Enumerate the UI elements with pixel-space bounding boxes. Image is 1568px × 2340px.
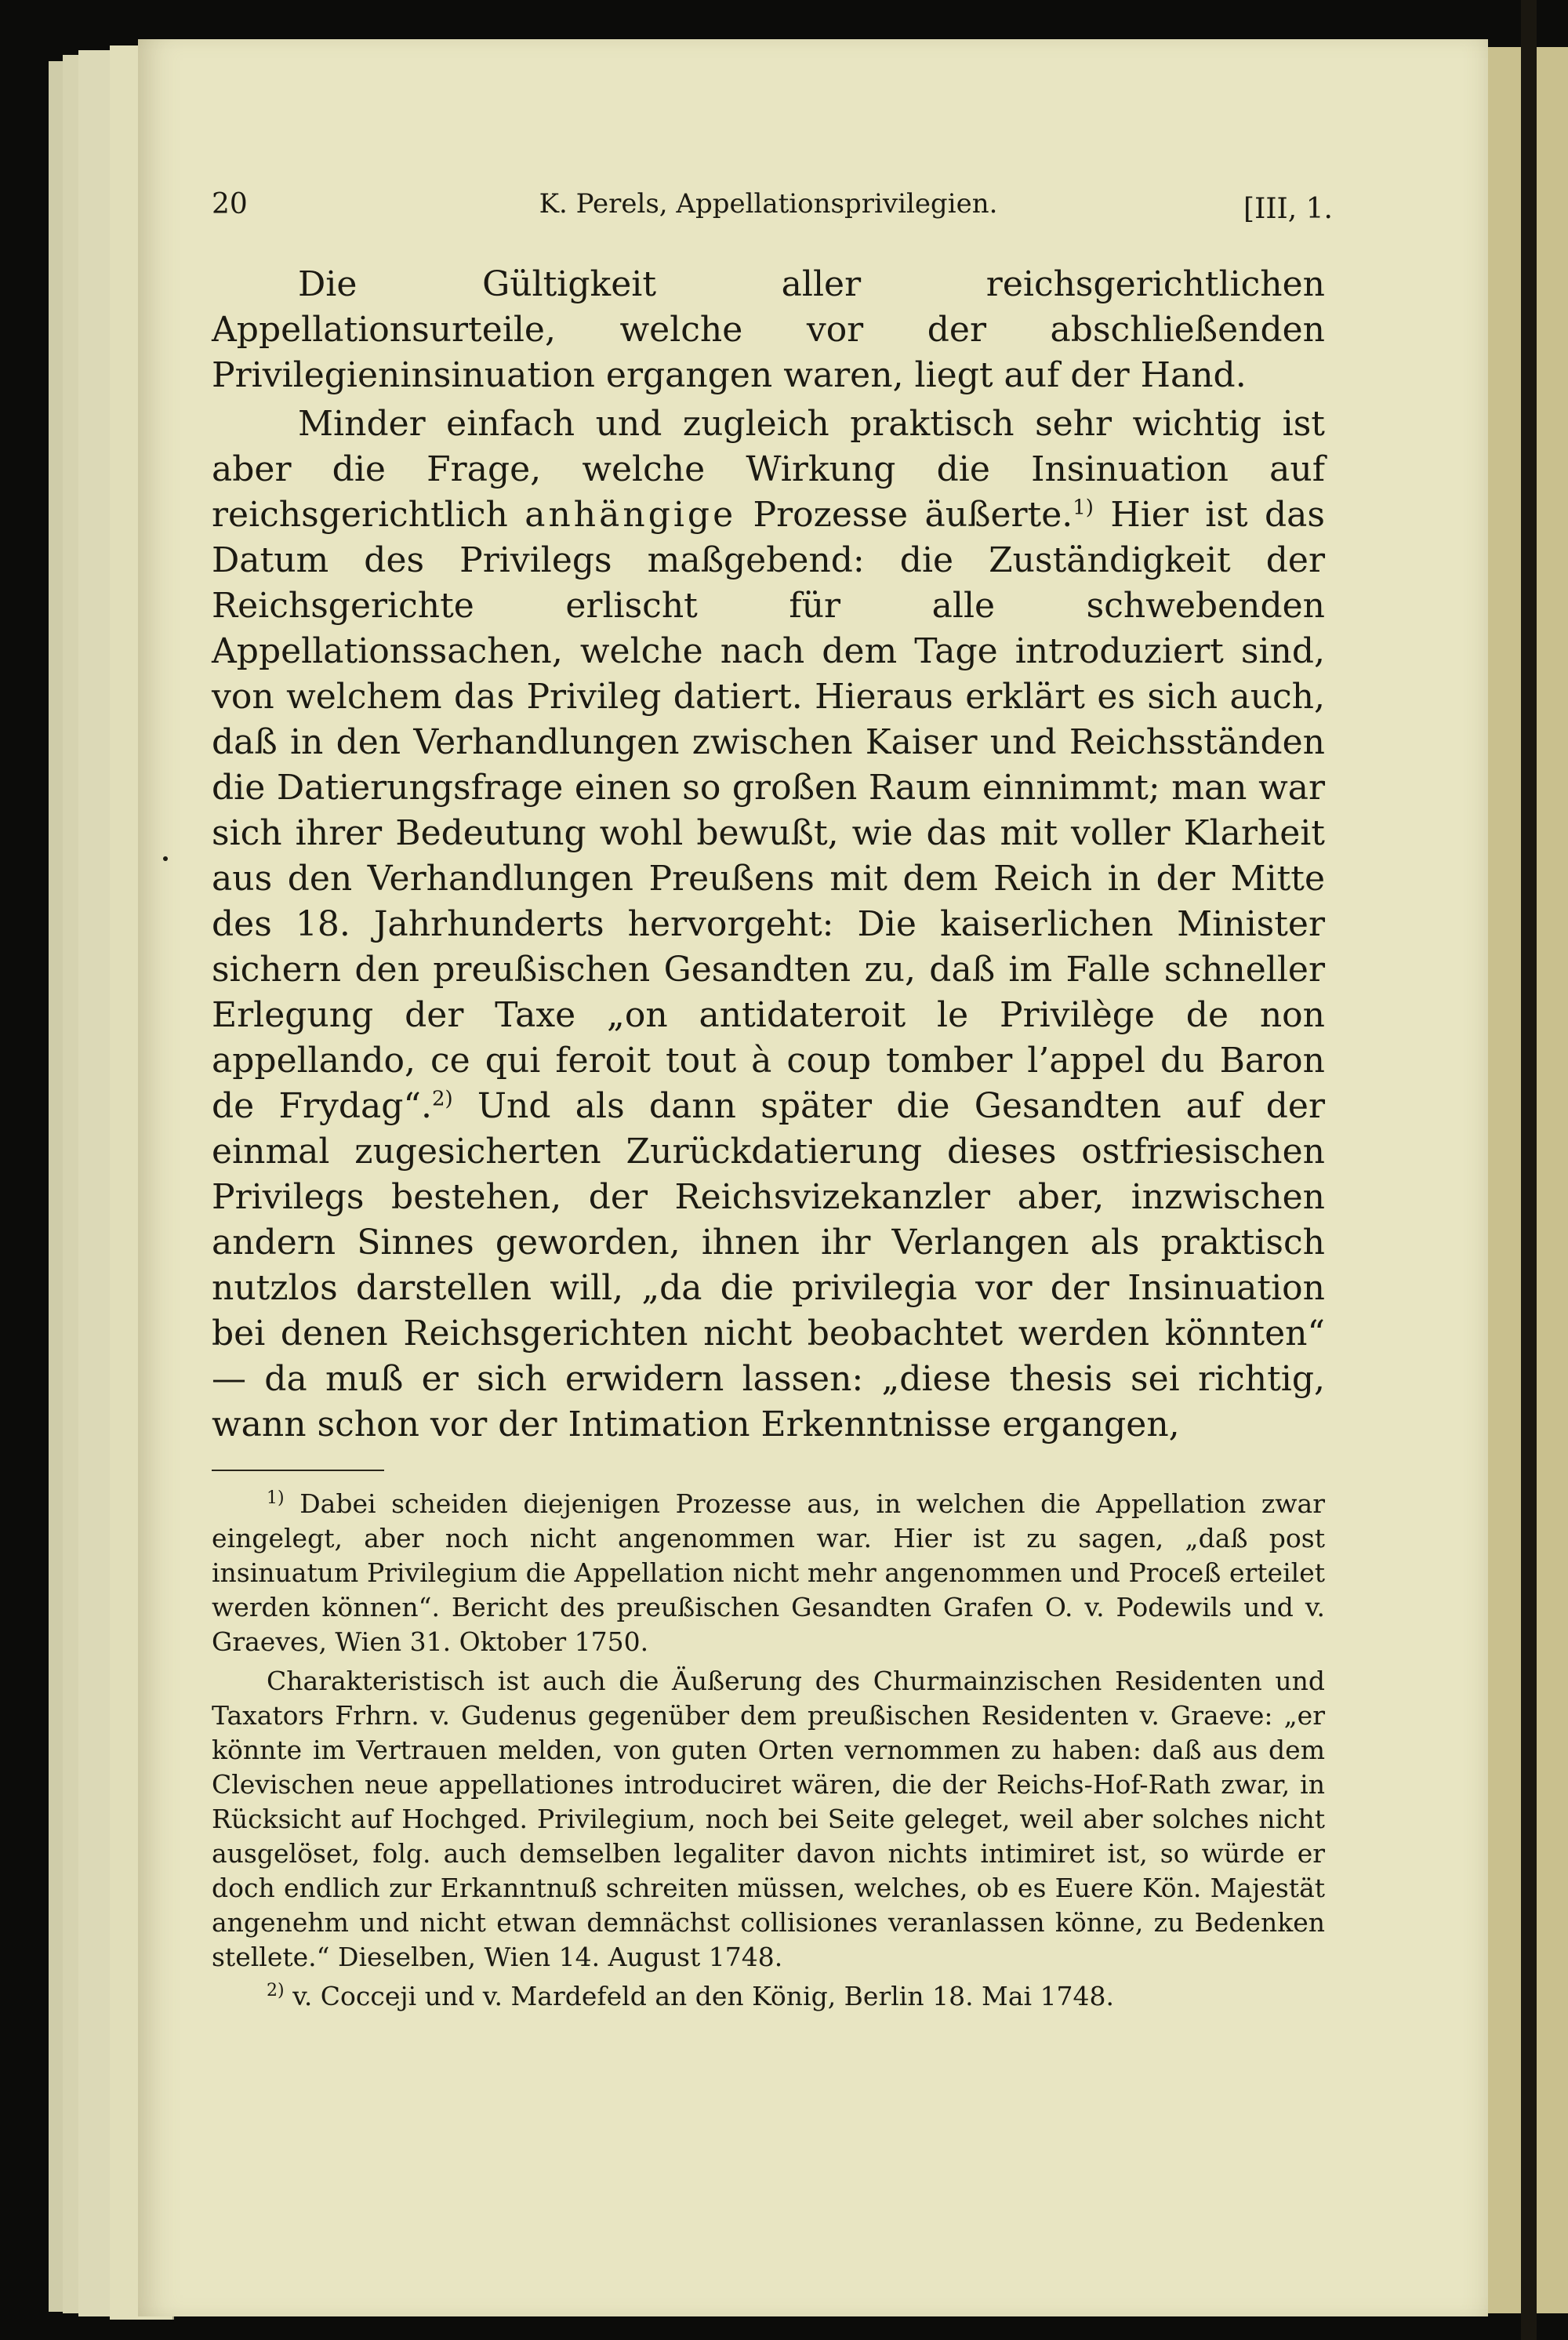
footnote-ref-1[interactable]: 1) xyxy=(1073,496,1094,520)
footnote-ref-2[interactable]: 2) xyxy=(431,1087,453,1111)
paragraph-1: Die Gültigkeit aller reichsgerichtlichen Appellationsurteile, welche vor der abschließenden Privilegieninsinuation ergangen waren, liegt auf der Hand. xyxy=(212,264,1325,395)
running-title: K. Perels, Appellationsprivilegien. xyxy=(539,188,998,220)
running-head xyxy=(212,188,1333,235)
section-marker: [III, 1. xyxy=(1243,193,1333,225)
page-content xyxy=(212,188,1333,2014)
footnote-1-text: Dabei scheiden diejenigen Prozesse aus, in welchen die Appellation zwar eingelegt, aber noch nicht angenommen war. Hier ist zu sagen, „daß post insinuatum Privilegium die Appellation nicht mehr angenommen und Proceß erteilet werden können“. Bericht des preußischen Gesandten Grafen O. v. Podewils und v. Graeves, Wien 31. Oktober 1750. xyxy=(212,1488,1325,1657)
footnote-divider xyxy=(212,1470,384,1471)
paragraph-2 xyxy=(212,402,1325,1448)
footnotes xyxy=(212,1487,1325,2014)
footnote-2-text: v. Cocceji und v. Mardefeld an den König, Berlin 18. Mai 1748. xyxy=(292,1981,1115,2011)
body-text xyxy=(212,262,1325,1448)
emphasized-word: anhängige xyxy=(524,495,737,535)
page-number: 20 xyxy=(212,188,248,220)
paragraph-2-text-c: Hier ist das Datum des Privilegs maßgebend: die Zuständigkeit der Reichsgerichte erlischt für alle schwebenden Appellationssachen, welche nach dem Tage introduziert sind, von welchem das Privileg datiert. Hieraus erklärt es sich auch, daß in den Verhandlungen zwischen Kaiser und Reichsständen die Datierungsfrage einen so großen Raum einnimmt; man war sich ihrer Bedeutung wohl bewußt, wie das mit voller Klarheit aus den Verhandlungen Preußens mit dem Reich in der Mitte des 18. Jahrhunderts hervorgeht: Die kaiserlichen Minister sichern den preußischen Gesandten zu, daß im Falle schneller Erlegung der Taxe „on antidateroit le Privilège de non appellando, ce qui feroit tout à coup tomber l’appel du Baron de Frydag“. xyxy=(212,495,1325,1126)
footnote-2 xyxy=(212,1979,1325,2014)
footnote-1-marker: 1) xyxy=(267,1488,285,1508)
paragraph-2-text-d: Und als dann später die Gesandten auf der einmal zugesicherten Zurückdatierung dieses ostfriesischen Privilegs bestehen, der Reichsvizekanzler aber, inzwischen andern Sinnes geworden, ihnen ihr Verlangen als praktisch nutzlos darstellen will, „da die privilegia vor der Insinuation bei denen Reichsgerichten nicht beobachtet werden könnten“ — da muß er sich erwidern lassen: „diese thesis sei richtig, wann schon vor der Intimation Erkenntnisse ergangen, xyxy=(212,1086,1325,1444)
footnote-1 xyxy=(212,1487,1325,1659)
paragraph-2-text-a: Minder einfach und zugleich praktisch sehr wichtig ist aber die Frage, welche Wirkung die Insinuation auf reichsgerichtlich xyxy=(212,404,1325,535)
margin-dot xyxy=(163,856,168,861)
footnote-1-continuation: Charakteristisch ist auch die Äußerung des Churmainzischen Residenten und Taxators Frhrn. v. Gudenus gegenüber dem preußischen Residenten v. Graeve: „er könnte im Vertrauen melden, von guten Orten vernommen zu haben: daß aus dem Clevischen neue appellationes introduciret wären, die der Reichs-Hof-Rath zwar, in Rücksicht auf Hochged. Privilegium, noch bei Seite geleget, weil aber solches nicht ausgelöset, folg. auch demselben legaliter davon nichts intimiret ist, so würde er doch endlich zur Erkanntnuß schreiten müssen, welches, ob es Euere Kön. Majestät angenehm und nicht etwan demnächst collisiones veranlassen könne, zu Bedenken stellete.“ Dieselben, Wien 14. August 1748. xyxy=(212,1666,1325,1972)
binding-gutter xyxy=(1521,0,1537,2340)
footnote-2-marker: 2) xyxy=(267,1981,285,2000)
paragraph-2-text-b: Prozesse äußerte. xyxy=(753,495,1073,535)
